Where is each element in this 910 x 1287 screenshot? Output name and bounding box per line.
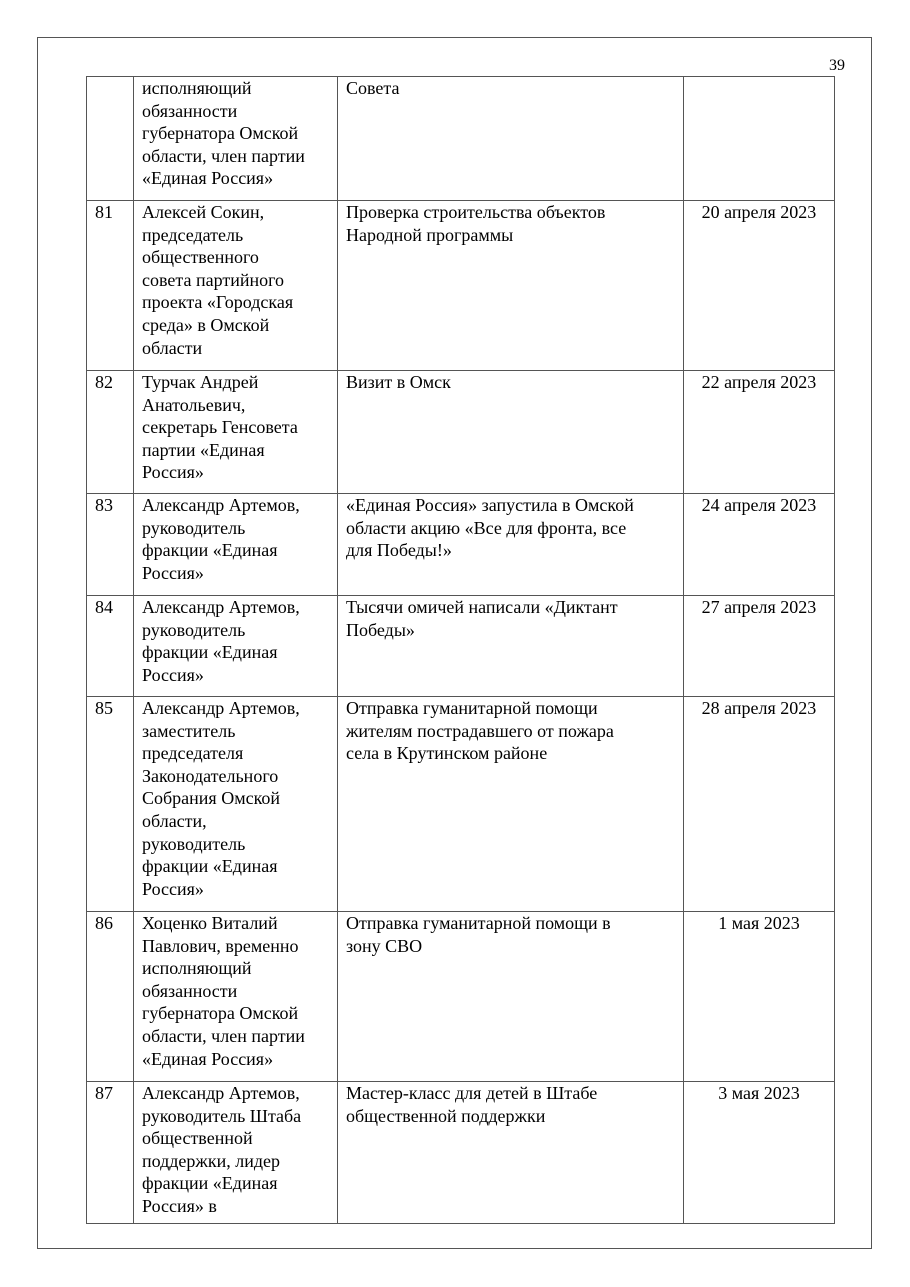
event-cell: Мастер-класс для детей в Штабе общественной поддержки <box>338 1082 684 1224</box>
date-cell <box>684 77 835 201</box>
person-cell: Хоценко Виталий Павлович, временно исполняющий обязанности губернатора Омской области, член партии «Единая Россия» <box>134 912 338 1082</box>
row-number: 86 <box>87 912 134 1082</box>
row-number: 84 <box>87 596 134 697</box>
event-cell: «Единая Россия» запустила в Омской области акцию «Все для фронта, все для Победы!» <box>338 494 684 596</box>
date-cell: 3 мая 2023 <box>684 1082 835 1224</box>
event-cell: Тысячи омичей написали «Диктант Победы» <box>338 596 684 697</box>
person-cell: Александр Артемов, руководитель фракции «Единая Россия» <box>134 494 338 596</box>
table-row <box>87 697 835 912</box>
date-cell: 28 апреля 2023 <box>684 697 835 912</box>
row-number: 87 <box>87 1082 134 1224</box>
table-row <box>87 494 835 596</box>
row-number: 83 <box>87 494 134 596</box>
person-cell: Турчак Андрей Анатольевич, секретарь Генсовета партии «Единая Россия» <box>134 371 338 494</box>
event-cell: Проверка строительства объектов Народной программы <box>338 201 684 371</box>
date-cell: 1 мая 2023 <box>684 912 835 1082</box>
row-number: 85 <box>87 697 134 912</box>
event-cell: Отправка гуманитарной помощи в зону СВО <box>338 912 684 1082</box>
table-row <box>87 201 835 371</box>
page-number: 39 <box>829 57 845 74</box>
event-cell: Визит в Омск <box>338 371 684 494</box>
date-cell: 22 апреля 2023 <box>684 371 835 494</box>
event-cell: Отправка гуманитарной помощи жителям пострадавшего от пожара села в Крутинском районе <box>338 697 684 912</box>
person-cell: Александр Артемов, руководитель Штаба общественной поддержки, лидер фракции «Единая Россия» в <box>134 1082 338 1224</box>
person-cell: Александр Артемов, руководитель фракции «Единая Россия» <box>134 596 338 697</box>
person-cell: Александр Артемов, заместитель председателя Законодательного Собрания Омской области, руководитель фракции «Единая Россия» <box>134 697 338 912</box>
events-table <box>86 76 835 1224</box>
table-row <box>87 912 835 1082</box>
table-row <box>87 596 835 697</box>
person-cell: Алексей Сокин, председатель общественного совета партийного проекта «Городская среда» в Омской области <box>134 201 338 371</box>
date-cell: 20 апреля 2023 <box>684 201 835 371</box>
table-row <box>87 1082 835 1224</box>
date-cell: 27 апреля 2023 <box>684 596 835 697</box>
event-cell: Совета <box>338 77 684 201</box>
row-number: 82 <box>87 371 134 494</box>
table-row <box>87 371 835 494</box>
date-cell: 24 апреля 2023 <box>684 494 835 596</box>
row-number <box>87 77 134 201</box>
person-cell: исполняющий обязанности губернатора Омской области, член партии «Единая Россия» <box>134 77 338 201</box>
table-row <box>87 77 835 201</box>
row-number: 81 <box>87 201 134 371</box>
